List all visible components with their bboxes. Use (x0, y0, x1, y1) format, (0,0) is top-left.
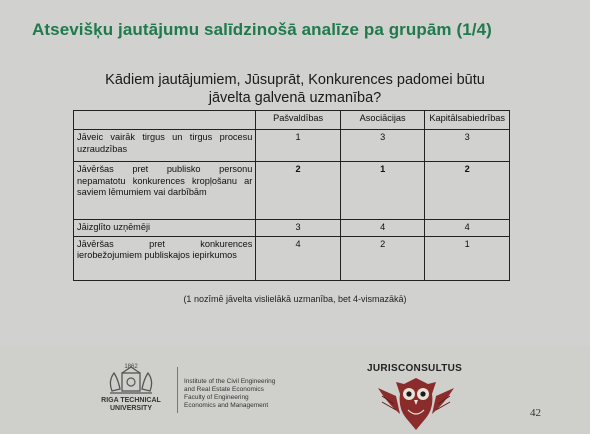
table-header-kapitalsabiedribas: Kapitālsabiedrības (425, 111, 510, 130)
table-header-pasvaldibas: Pašvaldības (256, 111, 341, 130)
institute-line-4: Economics and Management (184, 402, 269, 409)
owl-logo-icon (374, 374, 458, 432)
footer-divider (177, 367, 178, 413)
cell-value: 3 (425, 130, 510, 162)
institute-line-3: Faculty of Engineering (184, 394, 249, 401)
institute-text (184, 378, 275, 410)
cell-value: 4 (340, 220, 425, 237)
cell-value: 3 (256, 220, 341, 237)
table-header-row (74, 111, 510, 130)
cell-value: 4 (256, 236, 341, 280)
cell-value: 1 (425, 236, 510, 280)
jurisconsultus-name: JURISCONSULTUS (367, 363, 463, 374)
question-line-1: Kādiem jautājumiem, Jūsuprāt, Konkurences padomei būtu (105, 72, 485, 88)
row-label: Jāvēršas pret konkurences ierobežojumiem publiskajos iepirkumos (74, 236, 256, 280)
rtu-name-line-1: RIGA TECHNICAL (101, 397, 161, 404)
table-row (74, 130, 510, 162)
cell-value: 1 (256, 130, 341, 162)
question-line-2: jāvelta galvenā uzmanība? (208, 90, 382, 106)
table-row (74, 220, 510, 237)
table-header-empty (74, 111, 256, 130)
cell-value: 4 (425, 220, 510, 237)
row-label: Jāveic vairāk tirgus un tirgus procesu uzraudzības (74, 130, 256, 162)
institute-line-2: and Real Estate Economics (184, 386, 264, 393)
table-header-asociacijas: Asociācijas (340, 111, 425, 130)
slide-title: Atsevišķu jautājumu salīdzinošā analīze pa grupām (1/4) (32, 20, 492, 39)
svg-text:1862: 1862 (124, 364, 138, 370)
comparison-table (73, 110, 510, 281)
page-number: 42 (530, 407, 541, 419)
rtu-name (92, 397, 170, 413)
footer-band (0, 346, 590, 434)
row-label: Jāvēršas pret publisko personu nepamatotu konkurences kropļošanu ar saviem lēmumiem vai darbībām (74, 162, 256, 220)
rtu-name-line-2: UNIVERSITY (109, 405, 152, 412)
row-label: Jāizglīto uzņēmēji (74, 220, 256, 237)
question-text (0, 71, 590, 107)
cell-value: 2 (256, 162, 341, 220)
cell-value: 1 (340, 162, 425, 220)
table-row (74, 236, 510, 280)
table-row (74, 162, 510, 220)
institute-line-1: Institute of the Civil Engineering (184, 378, 276, 385)
cell-value: 3 (340, 130, 425, 162)
cell-value: 2 (340, 236, 425, 280)
cell-value: 2 (425, 162, 510, 220)
footnote: (1 nozīmē jāvelta vislielākā uzmanība, bet 4-vismazākā) (183, 294, 407, 304)
